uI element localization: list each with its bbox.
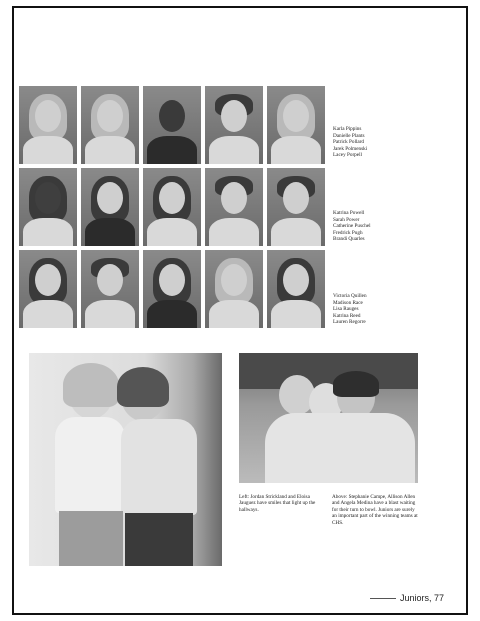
student-name: Fredrick Pugh: [333, 229, 363, 236]
name-list-row-3: [333, 293, 367, 326]
portrait-photo: [143, 168, 201, 246]
student-name: Lisa Rauges: [333, 306, 359, 313]
student-name: Lauren Regorre: [333, 319, 366, 326]
page-folio: [370, 593, 444, 603]
portrait-row-2: [19, 168, 329, 246]
student-name: Catherine Puschel: [333, 223, 371, 230]
portrait-photo: [267, 168, 325, 246]
portrait-photo: [81, 168, 139, 246]
portrait-photo: [205, 250, 263, 328]
portrait-photo: [143, 86, 201, 164]
portrait-photo: [267, 86, 325, 164]
portrait-photo: [143, 250, 201, 328]
portrait-row-1: [19, 86, 329, 164]
portrait-photo: [205, 86, 263, 164]
student-name: Brandi Quarles: [333, 236, 365, 243]
student-name: Jarek Polmenski: [333, 145, 368, 152]
caption-left-photo: Left: Jordan Strickland and Eloisa Jauguez have smiles that light up the hallways.: [239, 494, 316, 513]
folio-rule: [370, 598, 396, 599]
name-list-row-2: [333, 210, 371, 243]
name-list-row-1: [333, 126, 367, 159]
student-name: Sarah Power: [333, 216, 360, 223]
portrait-photo: [267, 250, 325, 328]
student-name: Katrina Reed: [333, 312, 361, 319]
candid-photo-hallway: [29, 353, 222, 566]
folio-section: Juniors,: [399, 593, 432, 603]
yearbook-page: [12, 6, 468, 615]
portrait-photo: [19, 250, 77, 328]
portrait-photo: [205, 168, 263, 246]
portrait-photo: [19, 168, 77, 246]
student-name: Patrick Pollard: [333, 139, 364, 146]
student-name: Danielle Plants: [333, 132, 365, 139]
portrait-photo: [19, 86, 77, 164]
portrait-photo: [81, 250, 139, 328]
student-name: Madison Race: [333, 299, 363, 306]
portrait-row-3: [19, 250, 329, 328]
student-name: Lacey Porpell: [333, 152, 362, 159]
caption-right-photo: Above: Stephanie Campe, Allison Allen and Angela Medina have a blast waiting for their turn to bowl. Juniors are surely an important part of the winning teams at CHS.: [332, 494, 418, 526]
portrait-photo: [81, 86, 139, 164]
candid-photo-bowling: [239, 353, 418, 483]
student-name: Karla Pippins: [333, 126, 362, 132]
folio-page-number: 77: [433, 593, 444, 603]
student-name: Katrina Powell: [333, 210, 365, 216]
student-name: Victoria Quillen: [333, 293, 367, 299]
